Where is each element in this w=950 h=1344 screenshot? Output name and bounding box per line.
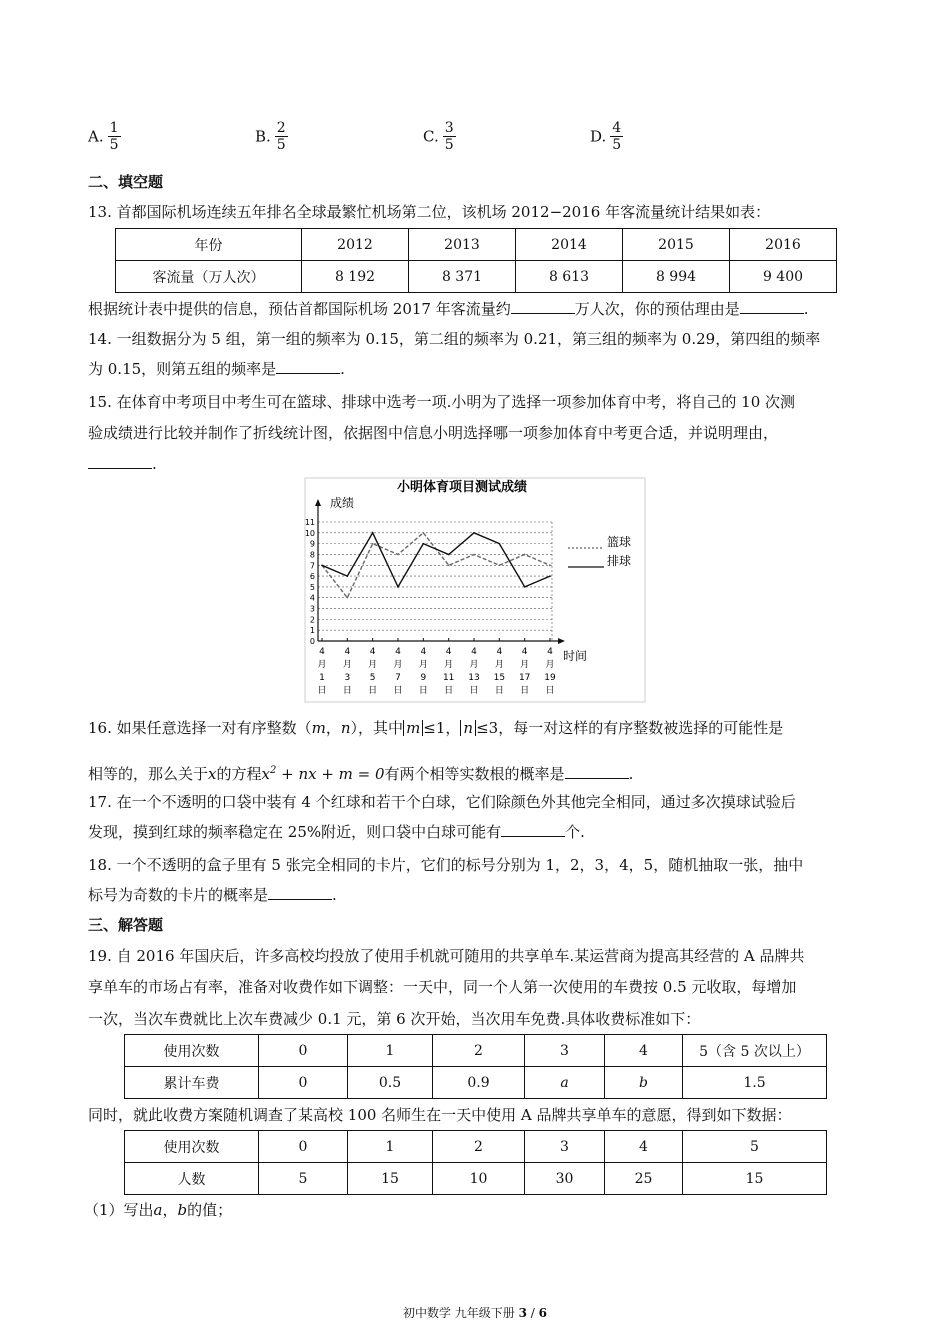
table-row: 使用次数 0 1 2 3 4 5（含 5 次以上）	[125, 1035, 827, 1067]
q15-line3: .	[88, 454, 157, 474]
q19-line2: 享单车的市场占有率，准备对收费作如下调整：一天中，同一个人第一次使用的车费按 0.5 元收取，每增加	[88, 978, 797, 996]
x-tick-label: 4 月 15 日	[493, 647, 506, 696]
q15-line1: 15. 在体育中考项目中考生可在篮球、排球中选考一项.小明为了选择一项参加体育中考，将自己的 10 次测	[88, 393, 796, 411]
q15-line2: 验成绩进行比较并制作了折线统计图，依据图中信息小明选择哪一项参加体育中考更合适，并说明理由，	[88, 424, 779, 442]
table-row: 累计车费 0 0.5 0.9 a b 1.5	[125, 1067, 827, 1099]
data-point	[423, 532, 425, 534]
data-point	[347, 575, 349, 577]
answer-blank	[565, 764, 629, 779]
answer-blank	[501, 822, 565, 837]
y-tick-label: 9	[309, 539, 315, 549]
legend-label: 排球	[607, 554, 632, 568]
fraction: $\frac{1}{5}$	[109, 120, 119, 153]
data-point	[524, 586, 526, 588]
table-row: 使用次数 0 1 2 3 4 5	[125, 1131, 827, 1163]
y-tick-label: 7	[309, 561, 315, 571]
data-point	[473, 532, 475, 534]
answer-blank	[740, 299, 804, 314]
y-tick-label: 6	[309, 572, 315, 582]
legend	[568, 534, 631, 568]
answer-blank	[88, 454, 152, 469]
data-point	[524, 554, 526, 556]
section-heading-answer: 三、解答题	[88, 916, 164, 934]
x-tick-label: 4 月 19 日	[544, 647, 556, 696]
q19-line1: 19. 自 2016 年国庆后，许多高校均投放了使用手机就可随用的共享单车.某运营商为提高其经营的 A 品牌共	[88, 947, 805, 965]
y-tick-label: 1	[309, 626, 315, 636]
x-tick-label: 4 月 3 日	[342, 647, 352, 696]
x-tick-label: 4 月 9 日	[418, 647, 428, 696]
q18-line2: 标号为奇数的卡片的概率是 .	[88, 886, 337, 904]
y-tick-label: 4	[309, 593, 315, 603]
line-chart	[300, 475, 650, 705]
data-point	[549, 564, 551, 566]
data-point	[372, 532, 374, 534]
q17-line1: 17. 在一个不透明的口袋中装有 4 个红球和若干个白球，它们除颜色外其他完全相同，通过多次摸球试验后	[88, 793, 796, 811]
page-footer: 初中数学 九年级下册 3 / 6	[402, 1306, 548, 1320]
x-tick-label: 4 月 1 日	[317, 647, 327, 696]
data-point	[473, 554, 475, 556]
y-tick-label: 11	[304, 518, 315, 527]
y-tick-label: 10	[304, 528, 315, 538]
data-point	[397, 554, 399, 556]
option-a: A. $\frac{1}{5}$	[88, 120, 119, 153]
x-tick-label: 4 月 5 日	[368, 647, 378, 696]
grid	[318, 522, 552, 641]
q14-line2: 为 0.15，则第五组的频率是 .	[88, 360, 345, 378]
data-point	[499, 564, 501, 566]
fraction: $\frac{4}{5}$	[612, 120, 622, 153]
data-point	[499, 543, 501, 545]
q14-line1: 14. 一组数据分为 5 组，第一组的频率为 0.15，第二组的频率为 0.21，第三组的频率为 0.29，第四组的频率	[88, 330, 821, 348]
data-point	[347, 597, 349, 599]
x-tick-label: 4 月 11 日	[442, 647, 455, 696]
fraction: $\frac{2}{5}$	[276, 120, 286, 153]
section-heading-fill-blank: 二、填空题	[88, 173, 164, 191]
y-tick-label: 2	[309, 615, 315, 625]
y-axis-arrow	[315, 499, 321, 506]
data-point	[321, 564, 323, 566]
table-row: 人数 5 15 10 30 25 15	[125, 1163, 827, 1195]
option-d: D. $\frac{4}{5}$	[590, 120, 622, 153]
y-tick-label: 3	[309, 604, 315, 614]
y-tick-label: 8	[309, 550, 315, 560]
data-point	[448, 564, 450, 566]
y-tick-label: 5	[309, 582, 315, 592]
q19-middle-text: 同时，就此收费方案随机调查了某高校 100 名师生在一天中使用 A 品牌共享单车的意愿，得到如下数据：	[88, 1106, 792, 1124]
ticks	[305, 518, 556, 696]
y-axis-label: 成绩	[330, 496, 355, 510]
data-point	[549, 575, 551, 577]
x-axis-label: 时间	[563, 649, 588, 663]
q19-survey-table	[124, 1130, 827, 1195]
q17-line2: 发现，摸到红球的频率稳定在 25%附近，则口袋中白球可能有 个.	[88, 823, 585, 841]
table-row: 年份 2012 2013 2014 2015 2016	[116, 229, 837, 261]
q13-question: 根据统计表中提供的信息，预估首都国际机场 2017 年客流量约 万人次，你的预估理由是 .	[88, 300, 809, 318]
q19-fee-table	[124, 1034, 827, 1099]
answer-blank	[268, 885, 332, 900]
data-point	[448, 554, 450, 556]
data-point	[423, 543, 425, 545]
answer-blank	[276, 359, 340, 374]
x-axis-arrow	[558, 638, 565, 644]
equation: $x^2$ + nx + m = 0	[261, 765, 385, 783]
q19-line3: 一次，当次车费就比上次车费减少 0.1 元，第 6 次开始，当次用车免费.具体收费标准如下：	[88, 1010, 701, 1028]
q16-line2: 相等的，那么关于x的方程$x^2$ + nx + m = 0有两个相等实数根的概率是 .	[88, 765, 634, 783]
legend-label: 篮球	[607, 535, 632, 549]
q19-sub1: （1）写出a，b的值；	[84, 1201, 233, 1219]
q18-line1: 18. 一个不透明的盒子里有 5 张完全相同的卡片，它们的标号分别为 1，2，3，4，5，随机抽取一张，抽中	[88, 856, 804, 874]
x-tick-label: 4 月 7 日	[393, 647, 403, 696]
q16-line1: 16. 如果任意选择一对有序整数（m，n），其中 m ≤1， n ≤3，每一对这样的有序整数被选择的可能性是	[88, 719, 784, 737]
option-c: C. $\frac{3}{5}$	[423, 120, 454, 153]
answer-blank	[511, 299, 575, 314]
q13-table	[115, 228, 837, 293]
absolute-value-n: n	[460, 720, 476, 736]
x-tick-label: 4 月 13 日	[468, 647, 480, 696]
chart-title: 小明体育项目测试成绩	[396, 480, 528, 495]
fraction: $\frac{3}{5}$	[444, 120, 454, 153]
absolute-value-m: m	[403, 720, 423, 736]
axes	[315, 499, 565, 644]
x-tick-label: 4 月 17 日	[518, 647, 531, 696]
y-tick-label: 0	[309, 637, 315, 646]
data-point	[372, 543, 374, 545]
option-b: B. $\frac{2}{5}$	[255, 120, 286, 153]
table-row: 客流量（万人次） 8 192 8 371 8 613 8 994 9 400	[116, 261, 837, 293]
data-point	[397, 586, 399, 588]
q13-text: 13. 首都国际机场连续五年排名全球最繁忙机场第二位，该机场 2012−2016 年客流量统计结果如表：	[88, 203, 771, 221]
